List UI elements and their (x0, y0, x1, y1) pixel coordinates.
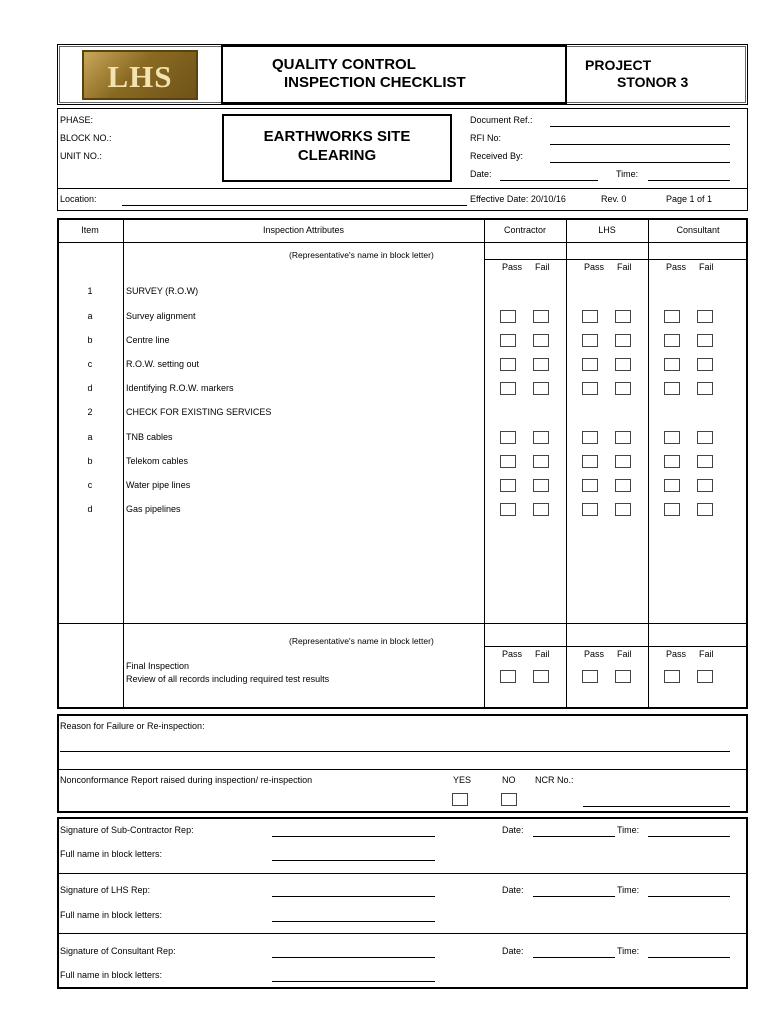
revision: Rev. 0 (601, 194, 627, 204)
table-final-divider (57, 623, 748, 624)
row-item: a (87, 432, 93, 442)
consultant-pass-checkbox[interactable] (664, 334, 680, 347)
location-field[interactable] (122, 205, 467, 206)
contractor-pass-checkbox[interactable] (500, 358, 516, 371)
lhs-fail-checkbox[interactable] (615, 431, 631, 444)
received-label: Received By: (470, 151, 524, 161)
contractor-fail-checkbox[interactable] (533, 310, 549, 323)
row-item: d (87, 504, 93, 514)
sig-time-field[interactable] (648, 957, 730, 958)
ncr-no-checkbox[interactable] (501, 793, 517, 806)
sig-date-label: Date: (502, 825, 524, 835)
lhs-fail-checkbox[interactable] (615, 334, 631, 347)
effective-date: Effective Date: 20/10/16 (470, 194, 566, 204)
sig-time-field[interactable] (648, 836, 730, 837)
row-item: c (87, 480, 93, 490)
row-text: Water pipe lines (126, 480, 191, 490)
consultant-pass-checkbox[interactable] (664, 358, 680, 371)
row-item: c (87, 359, 93, 369)
no-label: NO (502, 775, 516, 785)
final-lhs-fail-checkbox[interactable] (615, 670, 631, 683)
title-line2: INSPECTION CHECKLIST (284, 74, 466, 91)
subject-line1: EARTHWORKS SITE (263, 128, 411, 145)
lhs-pass-checkbox[interactable] (582, 479, 598, 492)
lhs-fail-checkbox[interactable] (615, 455, 631, 468)
col-divider-contractor (566, 218, 567, 709)
fail-label: Fail (617, 649, 632, 659)
consultant-fail-checkbox[interactable] (697, 503, 713, 516)
reason-field[interactable] (60, 751, 730, 752)
contractor-fail-checkbox[interactable] (533, 382, 549, 395)
final-review-label: Review of all records including required test results (126, 674, 330, 684)
sig-time-field[interactable] (648, 896, 730, 897)
signature-divider-2 (57, 933, 748, 934)
row-item: d (87, 383, 93, 393)
consultant-fail-checkbox[interactable] (697, 382, 713, 395)
lhs-pass-checkbox[interactable] (582, 358, 598, 371)
reason-label: Reason for Failure or Re-inspection: (60, 721, 205, 731)
contractor-fail-checkbox[interactable] (533, 503, 549, 516)
col-consultant-header: Consultant (676, 225, 720, 235)
consultant-pass-checkbox[interactable] (664, 455, 680, 468)
info-divider (57, 188, 748, 189)
col-divider-attr (484, 218, 485, 709)
yes-label: YES (453, 775, 472, 785)
final-lhs-pass-checkbox[interactable] (582, 670, 598, 683)
rep-note: (Representative's name in block letter) (289, 250, 434, 260)
row-item: b (87, 456, 93, 466)
contractor-fail-checkbox[interactable] (533, 334, 549, 347)
sig-date-label: Date: (502, 946, 524, 956)
col-lhs-header: LHS (598, 225, 616, 235)
sig-date-label: Date: (502, 885, 524, 895)
page-number: Page 1 of 1 (666, 194, 713, 204)
lhs-fail-checkbox[interactable] (615, 479, 631, 492)
row-text: Gas pipelines (126, 504, 181, 514)
contractor-fail-checkbox[interactable] (533, 455, 549, 468)
signature-frame (57, 817, 748, 989)
time-label: Time: (616, 169, 639, 179)
full-name-field[interactable] (272, 860, 435, 861)
phase-label: PHASE: (60, 115, 94, 125)
fail-label: Fail (699, 649, 714, 659)
rep-note-final: (Representative's name in block letter) (289, 636, 434, 646)
failure-divider (57, 769, 748, 770)
contractor-fail-checkbox[interactable] (533, 358, 549, 371)
signature-field[interactable] (272, 957, 435, 958)
pass-label: Pass (584, 649, 605, 659)
consultant-pass-checkbox[interactable] (664, 310, 680, 323)
sig-date-field[interactable] (533, 896, 615, 897)
table-header-divider (57, 242, 748, 243)
ncr-yes-checkbox[interactable] (452, 793, 468, 806)
signature-label: Signature of LHS Rep: (60, 885, 151, 895)
project-label: PROJECT (585, 57, 652, 73)
final-consultant-fail-checkbox[interactable] (697, 670, 713, 683)
row-text: Identifying R.O.W. markers (126, 383, 234, 393)
company-logo (82, 50, 198, 100)
lhs-fail-checkbox[interactable] (615, 310, 631, 323)
signature-field[interactable] (272, 896, 435, 897)
sig-time-label: Time: (617, 825, 640, 835)
lhs-pass-checkbox[interactable] (582, 382, 598, 395)
lhs-fail-checkbox[interactable] (615, 382, 631, 395)
row-text: R.O.W. setting out (126, 359, 200, 369)
lhs-fail-checkbox[interactable] (615, 503, 631, 516)
pass-label: Pass (502, 649, 523, 659)
row-item: a (87, 311, 93, 321)
row-item: b (87, 335, 93, 345)
passfail-divider-bottom (484, 646, 748, 647)
rfi-label: RFI No: (470, 133, 502, 143)
lhs-fail-checkbox[interactable] (615, 358, 631, 371)
contractor-pass-checkbox[interactable] (500, 455, 516, 468)
lhs-pass-checkbox[interactable] (582, 334, 598, 347)
consultant-fail-checkbox[interactable] (697, 334, 713, 347)
consultant-fail-checkbox[interactable] (697, 431, 713, 444)
received-field[interactable] (550, 162, 730, 163)
consultant-fail-checkbox[interactable] (697, 455, 713, 468)
ncr-no-field[interactable] (583, 806, 730, 807)
final-consultant-pass-checkbox[interactable] (664, 670, 680, 683)
row-item: 2 (87, 407, 93, 417)
contractor-fail-checkbox[interactable] (533, 479, 549, 492)
final-contractor-fail-checkbox[interactable] (533, 670, 549, 683)
col-contractor-header: Contractor (503, 225, 547, 235)
block-label: BLOCK NO.: (60, 133, 112, 143)
consultant-pass-checkbox[interactable] (664, 503, 680, 516)
lhs-pass-checkbox[interactable] (582, 431, 598, 444)
lhs-pass-checkbox[interactable] (582, 455, 598, 468)
subject-line2: CLEARING (297, 147, 377, 164)
sig-time-label: Time: (617, 946, 640, 956)
location-label: Location: (60, 194, 97, 204)
unit-label: UNIT NO.: (60, 151, 102, 161)
col-divider-item (123, 218, 124, 709)
passfail-divider-top (484, 259, 748, 260)
full-name-field[interactable] (272, 921, 435, 922)
fail-label: Fail (617, 262, 632, 272)
row-text: Centre line (126, 335, 170, 345)
final-contractor-pass-checkbox[interactable] (500, 670, 516, 683)
fail-label: Fail (535, 649, 550, 659)
sig-date-field[interactable] (533, 957, 615, 958)
fail-label: Fail (535, 262, 550, 272)
signature-label: Signature of Consultant Rep: (60, 946, 176, 956)
doc-ref-field[interactable] (550, 126, 730, 127)
project-name: STONOR 3 (617, 74, 689, 90)
pass-label: Pass (666, 649, 687, 659)
contractor-pass-checkbox[interactable] (500, 431, 516, 444)
pass-label: Pass (502, 262, 523, 272)
full-name-label: Full name in block letters: (60, 910, 163, 920)
consultant-pass-checkbox[interactable] (664, 382, 680, 395)
sig-date-field[interactable] (533, 836, 615, 837)
signature-field[interactable] (272, 836, 435, 837)
ncr-label: Nonconformance Report raised during inspection/ re-inspection (60, 775, 313, 785)
consultant-fail-checkbox[interactable] (697, 358, 713, 371)
fail-label: Fail (699, 262, 714, 272)
consultant-fail-checkbox[interactable] (697, 310, 713, 323)
consultant-pass-checkbox[interactable] (664, 431, 680, 444)
lhs-pass-checkbox[interactable] (582, 310, 598, 323)
col-item-header: Item (81, 225, 99, 235)
consultant-fail-checkbox[interactable] (697, 479, 713, 492)
contractor-fail-checkbox[interactable] (533, 431, 549, 444)
row-text: SURVEY (R.O.W) (126, 286, 199, 296)
time-field[interactable] (648, 180, 730, 181)
rfi-field[interactable] (550, 144, 730, 145)
contractor-pass-checkbox[interactable] (500, 310, 516, 323)
date-field[interactable] (500, 180, 598, 181)
date-label: Date: (470, 169, 492, 179)
col-attributes-header: Inspection Attributes (262, 225, 345, 235)
pass-label: Pass (666, 262, 687, 272)
signature-divider-1 (57, 873, 748, 874)
full-name-field[interactable] (272, 981, 435, 982)
full-name-label: Full name in block letters: (60, 970, 163, 980)
doc-ref-label: Document Ref.: (470, 115, 533, 125)
col-divider-lhs (648, 218, 649, 709)
row-text: Telekom cables (126, 456, 189, 466)
title-line1: QUALITY CONTROL (272, 56, 416, 73)
contractor-pass-checkbox[interactable] (500, 334, 516, 347)
row-item: 1 (87, 286, 93, 296)
contractor-pass-checkbox[interactable] (500, 479, 516, 492)
contractor-pass-checkbox[interactable] (500, 382, 516, 395)
pass-label: Pass (584, 262, 605, 272)
full-name-label: Full name in block letters: (60, 849, 163, 859)
logo-text: LHS (107, 59, 173, 94)
final-inspection-label: Final Inspection (126, 661, 190, 671)
row-text: TNB cables (126, 432, 173, 442)
consultant-pass-checkbox[interactable] (664, 479, 680, 492)
signature-label: Signature of Sub-Contractor Rep: (60, 825, 194, 835)
row-text: CHECK FOR EXISTING SERVICES (126, 407, 272, 417)
contractor-pass-checkbox[interactable] (500, 503, 516, 516)
sig-time-label: Time: (617, 885, 640, 895)
ncr-no-label: NCR No.: (535, 775, 574, 785)
lhs-pass-checkbox[interactable] (582, 503, 598, 516)
row-text: Survey alignment (126, 311, 196, 321)
